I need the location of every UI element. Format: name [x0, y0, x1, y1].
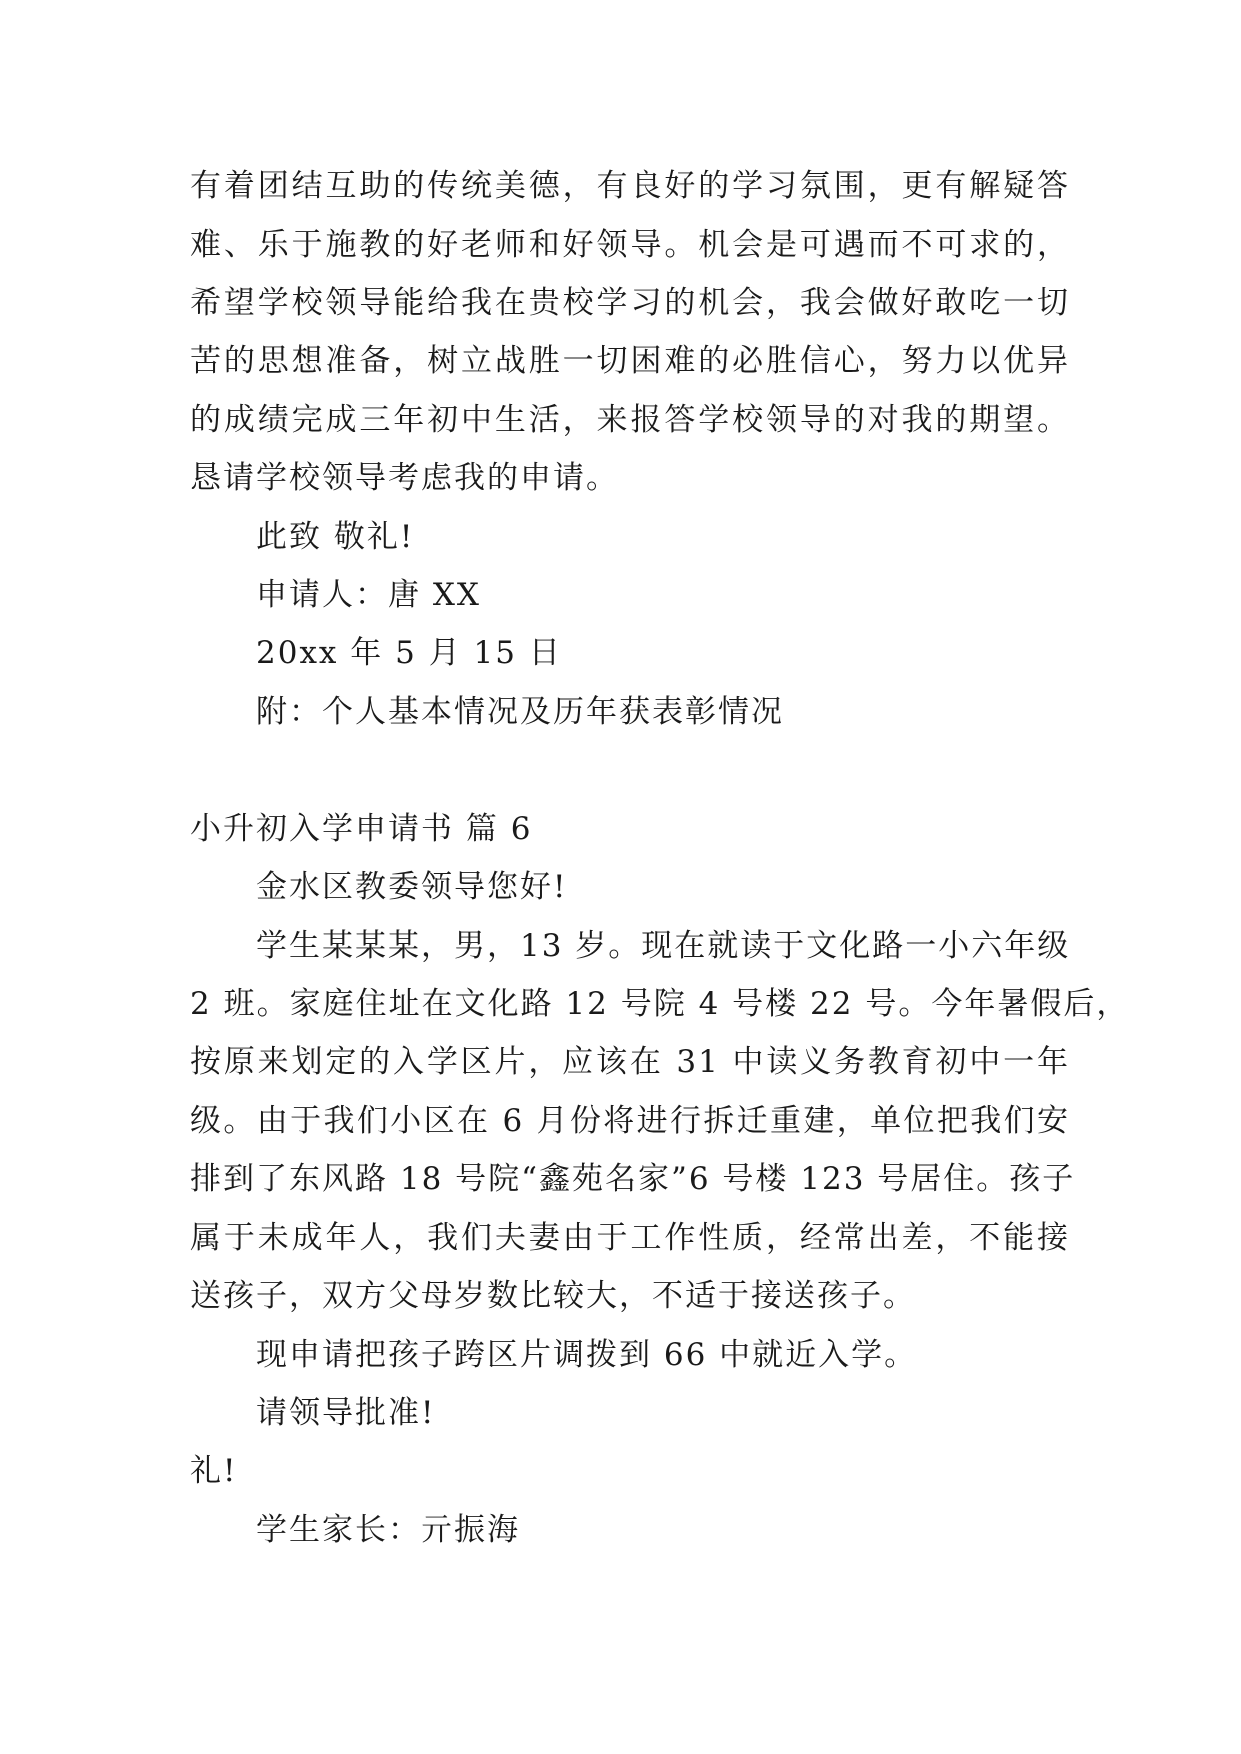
section-heading: 小升初入学申请书 篇 6: [190, 811, 533, 847]
paragraph-line: 属于未成年人，我们夫妻由于工作性质，经常出差，不能接: [190, 1220, 1070, 1256]
paragraph-line: 2 班。家庭住址在文化路 12 号院 4 号楼 22 号。今年暑假后，: [190, 986, 1130, 1022]
paragraph-line: 排到了东风路 18 号院“鑫苑名家”6 号楼 123 号居住。孩子: [190, 1161, 1076, 1197]
paragraph-line: 学生某某某，男，13 岁。现在就读于文化路一小六年级: [256, 928, 1071, 964]
salute: 礼!: [190, 1453, 238, 1489]
attachment-note: 附：个人基本情况及历年获表彰情况: [256, 694, 784, 730]
paragraph-line: 送孩子，双方父母岁数比较大，不适于接送孩子。: [190, 1278, 916, 1314]
letter-greeting: 金水区教委领导您好!: [256, 869, 568, 905]
request-statement: 现申请把孩子跨区片调拨到 66 中就近入学。: [256, 1337, 918, 1373]
paragraph-line: 恳请学校领导考虑我的申请。: [190, 460, 619, 496]
paragraph-line: 按原来划定的入学区片，应该在 31 中读义务教育初中一年: [190, 1044, 1070, 1080]
closing-salutation: 此致 敬礼!: [256, 519, 415, 555]
paragraph-line: 级。由于我们小区在 6 月份将进行拆迁重建，单位把我们安: [190, 1103, 1070, 1139]
paragraph-line: 的成绩完成三年初中生活，来报答学校领导的对我的期望。: [190, 402, 1070, 438]
paragraph-line: 苦的思想准备，树立战胜一切困难的必胜信心，努力以优异: [190, 343, 1070, 379]
approval-request: 请领导批准!: [256, 1395, 436, 1431]
parent-signature: 学生家长：亓振海: [256, 1512, 520, 1548]
paragraph-line: 难、乐于施教的好老师和好领导。机会是可遇而不可求的，: [190, 227, 1070, 263]
applicant-signature: 申请人：唐 XX: [256, 577, 481, 613]
paragraph-line: 有着团结互助的传统美德，有良好的学习氛围，更有解疑答: [190, 168, 1070, 204]
letter-date: 20xx 年 5 月 15 日: [256, 635, 562, 671]
paragraph-line: 希望学校领导能给我在贵校学习的机会，我会做好敢吃一切: [190, 285, 1070, 321]
